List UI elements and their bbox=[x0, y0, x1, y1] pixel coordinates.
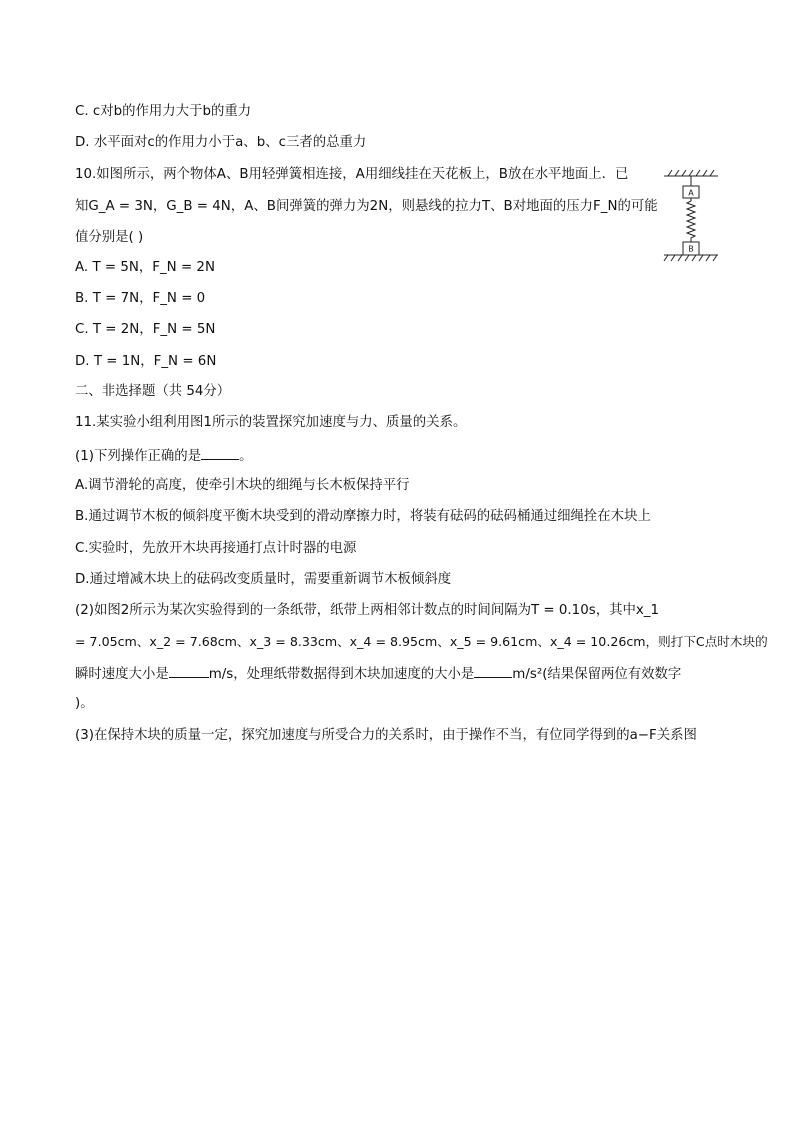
question-11-choice-a: A.调节滑轮的高度，使牵引木块的细绳与长木板保持平行 bbox=[75, 478, 410, 493]
question-11-choice-b: B.通过调节木板的倾斜度平衡木块受到的滑动摩擦力时，将装有砝码的砝码桶通过细绳拴在木块上 bbox=[75, 509, 651, 524]
stem-prefix: 知 bbox=[75, 199, 89, 214]
question-11-part-2-line-2: = 7.05cm、x_2 = 7.68cm、x_3 = 8.33cm、x_4 = 8.95cm、x_5 = 9.61cm、x_4 = 10.26cm，则打下C点时木块的 bbox=[75, 634, 768, 649]
line-option-d: D. 水平面对c的作用力小于a、b、c三者的总重力 bbox=[75, 135, 367, 150]
question-10-option-d: D. T = 1N，F_N = 6N bbox=[75, 354, 217, 369]
ceiling bbox=[664, 170, 718, 176]
part-1-text: (1)下列操作正确的是 bbox=[75, 449, 202, 464]
question-10-option-c: C. T = 2N，F_N = 5N bbox=[75, 322, 216, 337]
ground bbox=[664, 255, 718, 261]
part-2-text-3: m/s²(结果保留两位有效数字 bbox=[512, 667, 682, 682]
block-b-label: B bbox=[688, 244, 694, 254]
question-11-part-2-line-4: )。 bbox=[75, 696, 94, 711]
question-11-part-3: (3)在保持木块的质量一定，探究加速度与所受合力的关系时，由于操作不当，有位同学得到的a−F关系图 bbox=[75, 728, 697, 743]
part-2-text-1: 瞬时速度大小是 bbox=[75, 667, 169, 682]
section-heading: 二、非选择题（共 54分） bbox=[75, 384, 231, 399]
question-10-stem-1: 10.如图所示，两个物体A、B用轻弹簧相连接，A用细线挂在天花板上，B放在水平地面上．已 bbox=[75, 167, 629, 182]
question-11-part-2-line-1: (2)如图2所示为某次实验得到的一条纸带，纸带上两相邻计数点的时间间隔为T = 0.10s，其中x_1 bbox=[75, 603, 659, 618]
spring bbox=[687, 198, 695, 242]
question-11-choice-c: C.实验时，先放开木块再接通打点计时器的电源 bbox=[75, 541, 357, 556]
answer-blank-3 bbox=[474, 663, 512, 678]
line-option-c: C. c对b的作用力大于b的重力 bbox=[75, 104, 252, 119]
part-1-end: 。 bbox=[239, 449, 253, 464]
answer-blank-2 bbox=[169, 663, 209, 678]
block-a-label: A bbox=[688, 188, 694, 198]
question-10-stem-2 bbox=[75, 197, 658, 217]
spring-blocks-figure bbox=[662, 168, 720, 268]
question-11-choice-d: D.通过增减木块上的砝码改变质量时，需要重新调节木板倾斜度 bbox=[75, 572, 452, 587]
part-2-text-2: m/s，处理纸带数据得到木块加速度的大小是 bbox=[208, 667, 475, 682]
question-10-option-b: B. T = 7N，F_N = 0 bbox=[75, 291, 206, 306]
question-11-part-2-line-3 bbox=[75, 663, 681, 685]
question-10-stem-3: 值分别是( ) bbox=[75, 230, 144, 245]
answer-blank-1 bbox=[201, 445, 239, 460]
question-10-option-a: A. T = 5N，F_N = 2N bbox=[75, 260, 215, 275]
stem-formula: G_A = 3N，G_B = 4N，A、B间弹簧的弹力为2N，则悬线的拉力T、B对地面的压力F_N的可能 bbox=[88, 199, 658, 214]
question-11-part-1 bbox=[75, 445, 252, 467]
question-11-stem: 11.某实验小组利用图1所示的装置探究加速度与力、质量的关系。 bbox=[75, 415, 467, 430]
